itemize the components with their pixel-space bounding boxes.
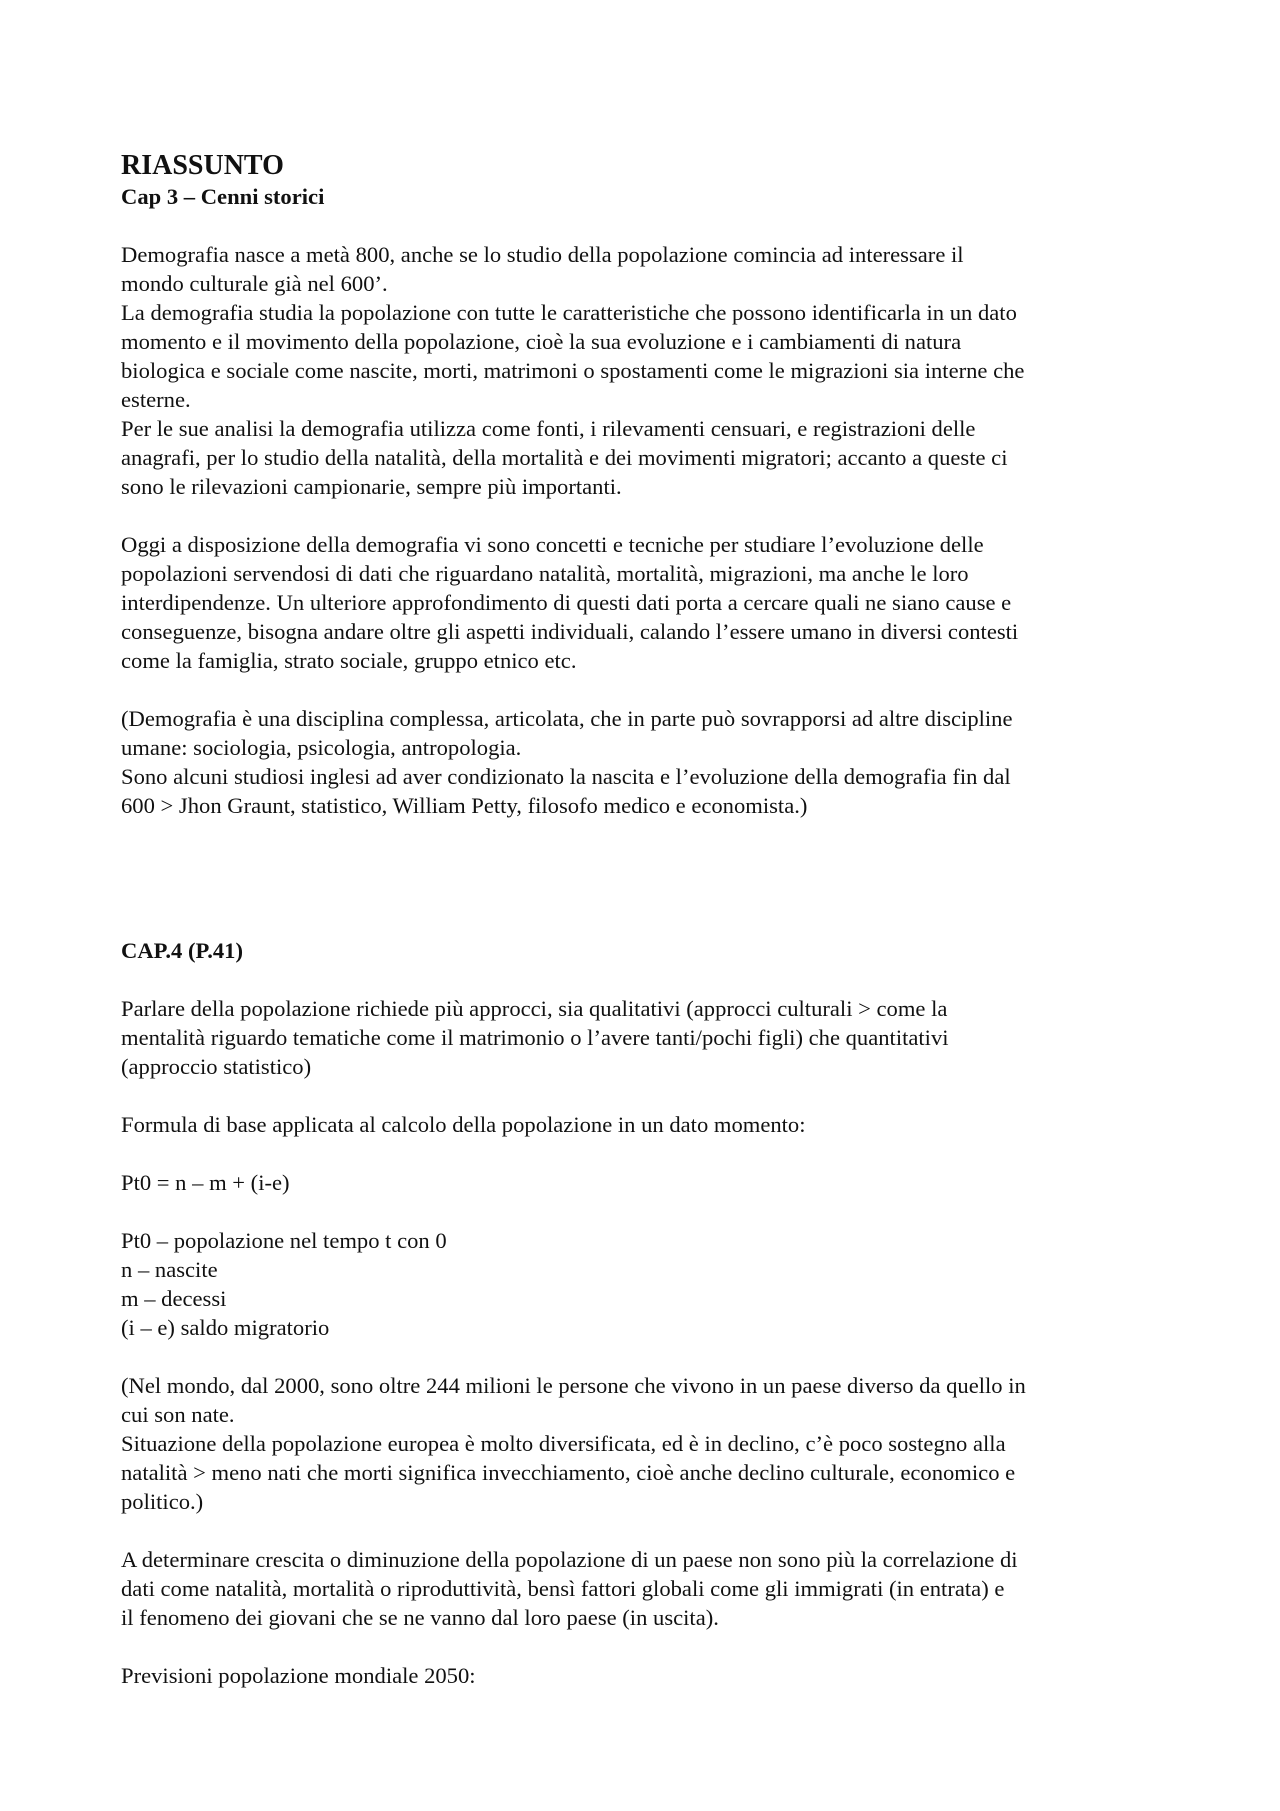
formula-legend xyxy=(121,1226,1171,1342)
text-line: mentalità riguardo tematiche come il matrimonio o l’avere tanti/pochi figli) che quantitativi xyxy=(121,1025,949,1050)
text-line: Per le sue analisi la demografia utilizza come fonti, i rilevamenti censuari, e registrazioni delle xyxy=(121,416,976,441)
section-heading-cap3: Cap 3 – Cenni storici xyxy=(121,184,325,209)
paragraph xyxy=(121,994,1171,1081)
legend-item: Pt0 – popolazione nel tempo t con 0 xyxy=(121,1228,447,1253)
text-line: esterne. xyxy=(121,387,191,412)
section-heading-cap4: CAP.4 (P.41) xyxy=(121,938,243,963)
text-line: natalità > meno nati che morti significa invecchiamento, cioè anche declino culturale, economico e xyxy=(121,1460,1016,1485)
text-line: dati come natalità, mortalità o riproduttività, bensì fattori globali come gli immigrati (in entrata) e xyxy=(121,1576,1005,1601)
text-line: (approccio statistico) xyxy=(121,1054,312,1079)
formula-text: Pt0 = n – m + (i-e) xyxy=(121,1170,290,1195)
text-line: Oggi a disposizione della demografia vi sono concetti e tecniche per studiare l’evoluzione delle xyxy=(121,532,984,557)
text-line: politico.) xyxy=(121,1489,204,1514)
text-line: anagrafi, per lo studio della natalità, della mortalità e dei movimenti migratori; accanto a queste ci xyxy=(121,445,1008,470)
text-line: biologica e sociale come nascite, morti, matrimoni o spostamenti come le migrazioni sia interne che xyxy=(121,358,1025,383)
text-line: Sono alcuni studiosi inglesi ad aver condizionato la nascita e l’evoluzione della demografia fin dal xyxy=(121,764,1011,789)
text-line: Demografia nasce a metà 800, anche se lo studio della popolazione comincia ad interessare il xyxy=(121,242,964,267)
text-line: come la famiglia, strato sociale, gruppo etnico etc. xyxy=(121,648,577,673)
legend-item: n – nascite xyxy=(121,1257,218,1282)
text-line: Situazione della popolazione europea è molto diversificata, ed è in declino, c’è poco sostegno alla xyxy=(121,1431,1006,1456)
text-line: umane: sociologia, psicologia, antropologia. xyxy=(121,735,522,760)
text-line: conseguenze, bisogna andare oltre gli aspetti individuali, calando l’essere umano in diversi contesti xyxy=(121,619,1019,644)
text-line: Formula di base applicata al calcolo della popolazione in un dato momento: xyxy=(121,1112,806,1137)
paragraph xyxy=(121,1545,1171,1632)
text-line: cui son nate. xyxy=(121,1402,235,1427)
text-line: A determinare crescita o diminuzione della popolazione di un paese non sono più la correlazione di xyxy=(121,1547,1018,1572)
text-line: Parlare della popolazione richiede più approcci, sia qualitativi (approcci culturali > come la xyxy=(121,996,948,1021)
text-line: mondo culturale già nel 600’. xyxy=(121,271,388,296)
section-spacer xyxy=(121,820,1171,936)
text-line: interdipendenze. Un ulteriore approfondimento di questi dati porta a cercare quali ne siano cause e xyxy=(121,590,1012,615)
paragraph xyxy=(121,530,1171,675)
document-page xyxy=(121,150,1171,1690)
legend-item: (i – e) saldo migratorio xyxy=(121,1315,330,1340)
paragraph xyxy=(121,1110,1171,1139)
document-title: RIASSUNTO xyxy=(121,150,284,181)
text-line: il fenomeno dei giovani che se ne vanno dal loro paese (in uscita). xyxy=(121,1605,719,1630)
text-line: sono le rilevazioni campionarie, sempre più importanti. xyxy=(121,474,622,499)
text-line: Previsioni popolazione mondiale 2050: xyxy=(121,1663,476,1688)
text-line: (Nel mondo, dal 2000, sono oltre 244 milioni le persone che vivono in un paese diverso da quello in xyxy=(121,1373,1026,1398)
paragraph xyxy=(121,1661,1171,1690)
text-line: La demografia studia la popolazione con tutte le caratteristiche che possono identificarla in un dato xyxy=(121,300,1017,325)
text-line: momento e il movimento della popolazione, cioè la sua evoluzione e i cambiamenti di natura xyxy=(121,329,962,354)
legend-item: m – decessi xyxy=(121,1286,227,1311)
paragraph xyxy=(121,240,1171,501)
text-line: (Demografia è una disciplina complessa, articolata, che in parte può sovrapporsi ad altre discipline xyxy=(121,706,1013,731)
formula xyxy=(121,1168,1171,1197)
paragraph xyxy=(121,704,1171,820)
text-line: 600 > Jhon Graunt, statistico, William Petty, filosofo medico e economista.) xyxy=(121,793,808,818)
paragraph xyxy=(121,1371,1171,1516)
text-line: popolazioni servendosi di dati che riguardano natalità, mortalità, migrazioni, ma anche le loro xyxy=(121,561,969,586)
